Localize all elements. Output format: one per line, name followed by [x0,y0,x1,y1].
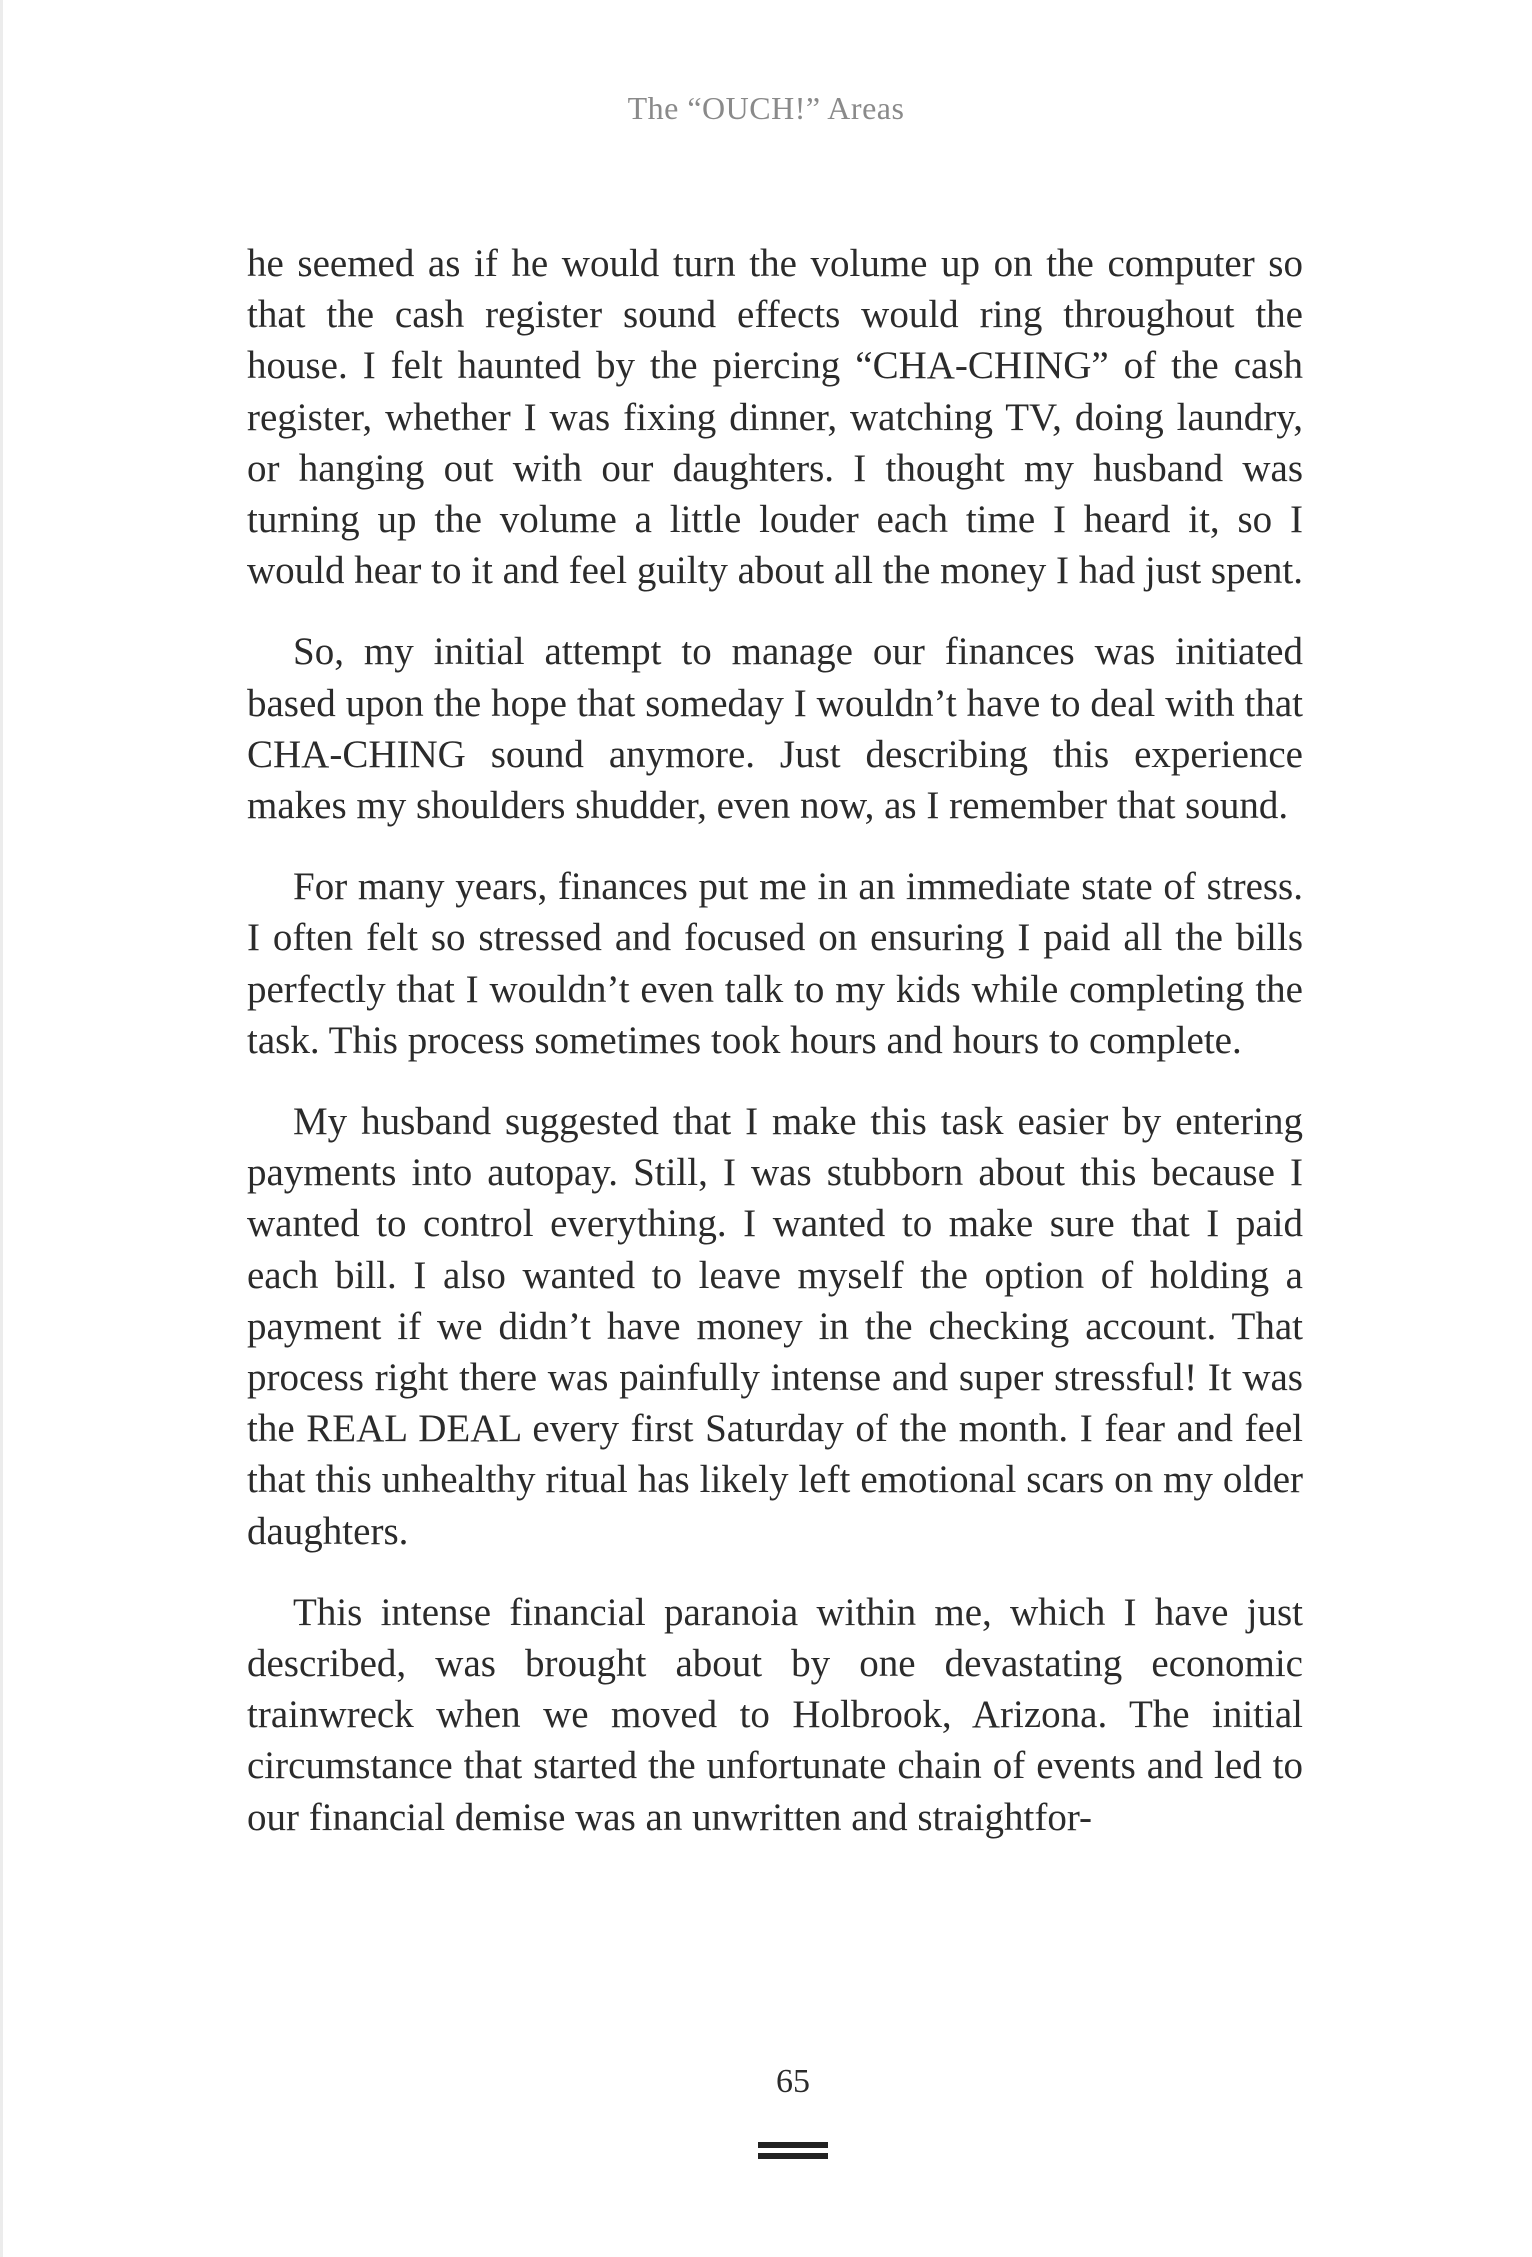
body-text [247,238,1303,1873]
paragraph: So, my initial attempt to manage our finances was initiated based upon the hope that someday I wouldn’t have to deal with that CHA-CHING sound anymore. Just describing this experience makes my shoulders shudder, even now, as I remember that sound. [247,630,1303,828]
paragraph: For many years, finances put me in an immediate state of stress. I often felt so stressed and focused on ensuring I paid all the bills perfectly that I wouldn’t even talk to my kids while completing the task. This process sometimes took hours and hours to complete. [247,865,1303,1062]
paragraph: he seemed as if he would turn the volume up on the computer so that the cash register sound effects would ring throughout the house. I felt haunted by the piercing “CHA-CHING” of the cash register, whether I was fixing dinner, watching TV, doing laundry, or hanging out with our daughters. I thought my husband was turning up the volume a little louder each time I heard it, so I would hear to it and feel guilty about all the money I had just spent. [247,242,1304,593]
paragraph: My husband suggested that I make this task easier by entering payments into autopay. Still, I was stubborn about this because I wanted to control everything. I wanted to make sure that I paid each bill. I also wanted to leave myself the option of holding a payment if we didn’t have money in the checking account. That process right there was painfully intense and super stressful! It was the REAL DEAL every first Saturday of the month. I fear and feel that this unhealthy ritual has likely left emotional scars on my older daughters. [247,1100,1303,1553]
double-rule-ornament-icon [758,2142,828,2160]
ornament-rule-top [758,2142,828,2148]
running-header: The “OUCH!” Areas [627,90,905,126]
paragraph: This intense financial paranoia within me, which I have just described, was brought about by one devastating economic trainwreck when we moved to Holbrook, Arizona. The initial circumstance that started the unfortunate chain of events and led to our financial demise was an unwritten and straightfor- [247,1590,1303,1839]
ornament-rule-bottom [758,2153,828,2159]
page-number: 65 [776,2063,810,2100]
